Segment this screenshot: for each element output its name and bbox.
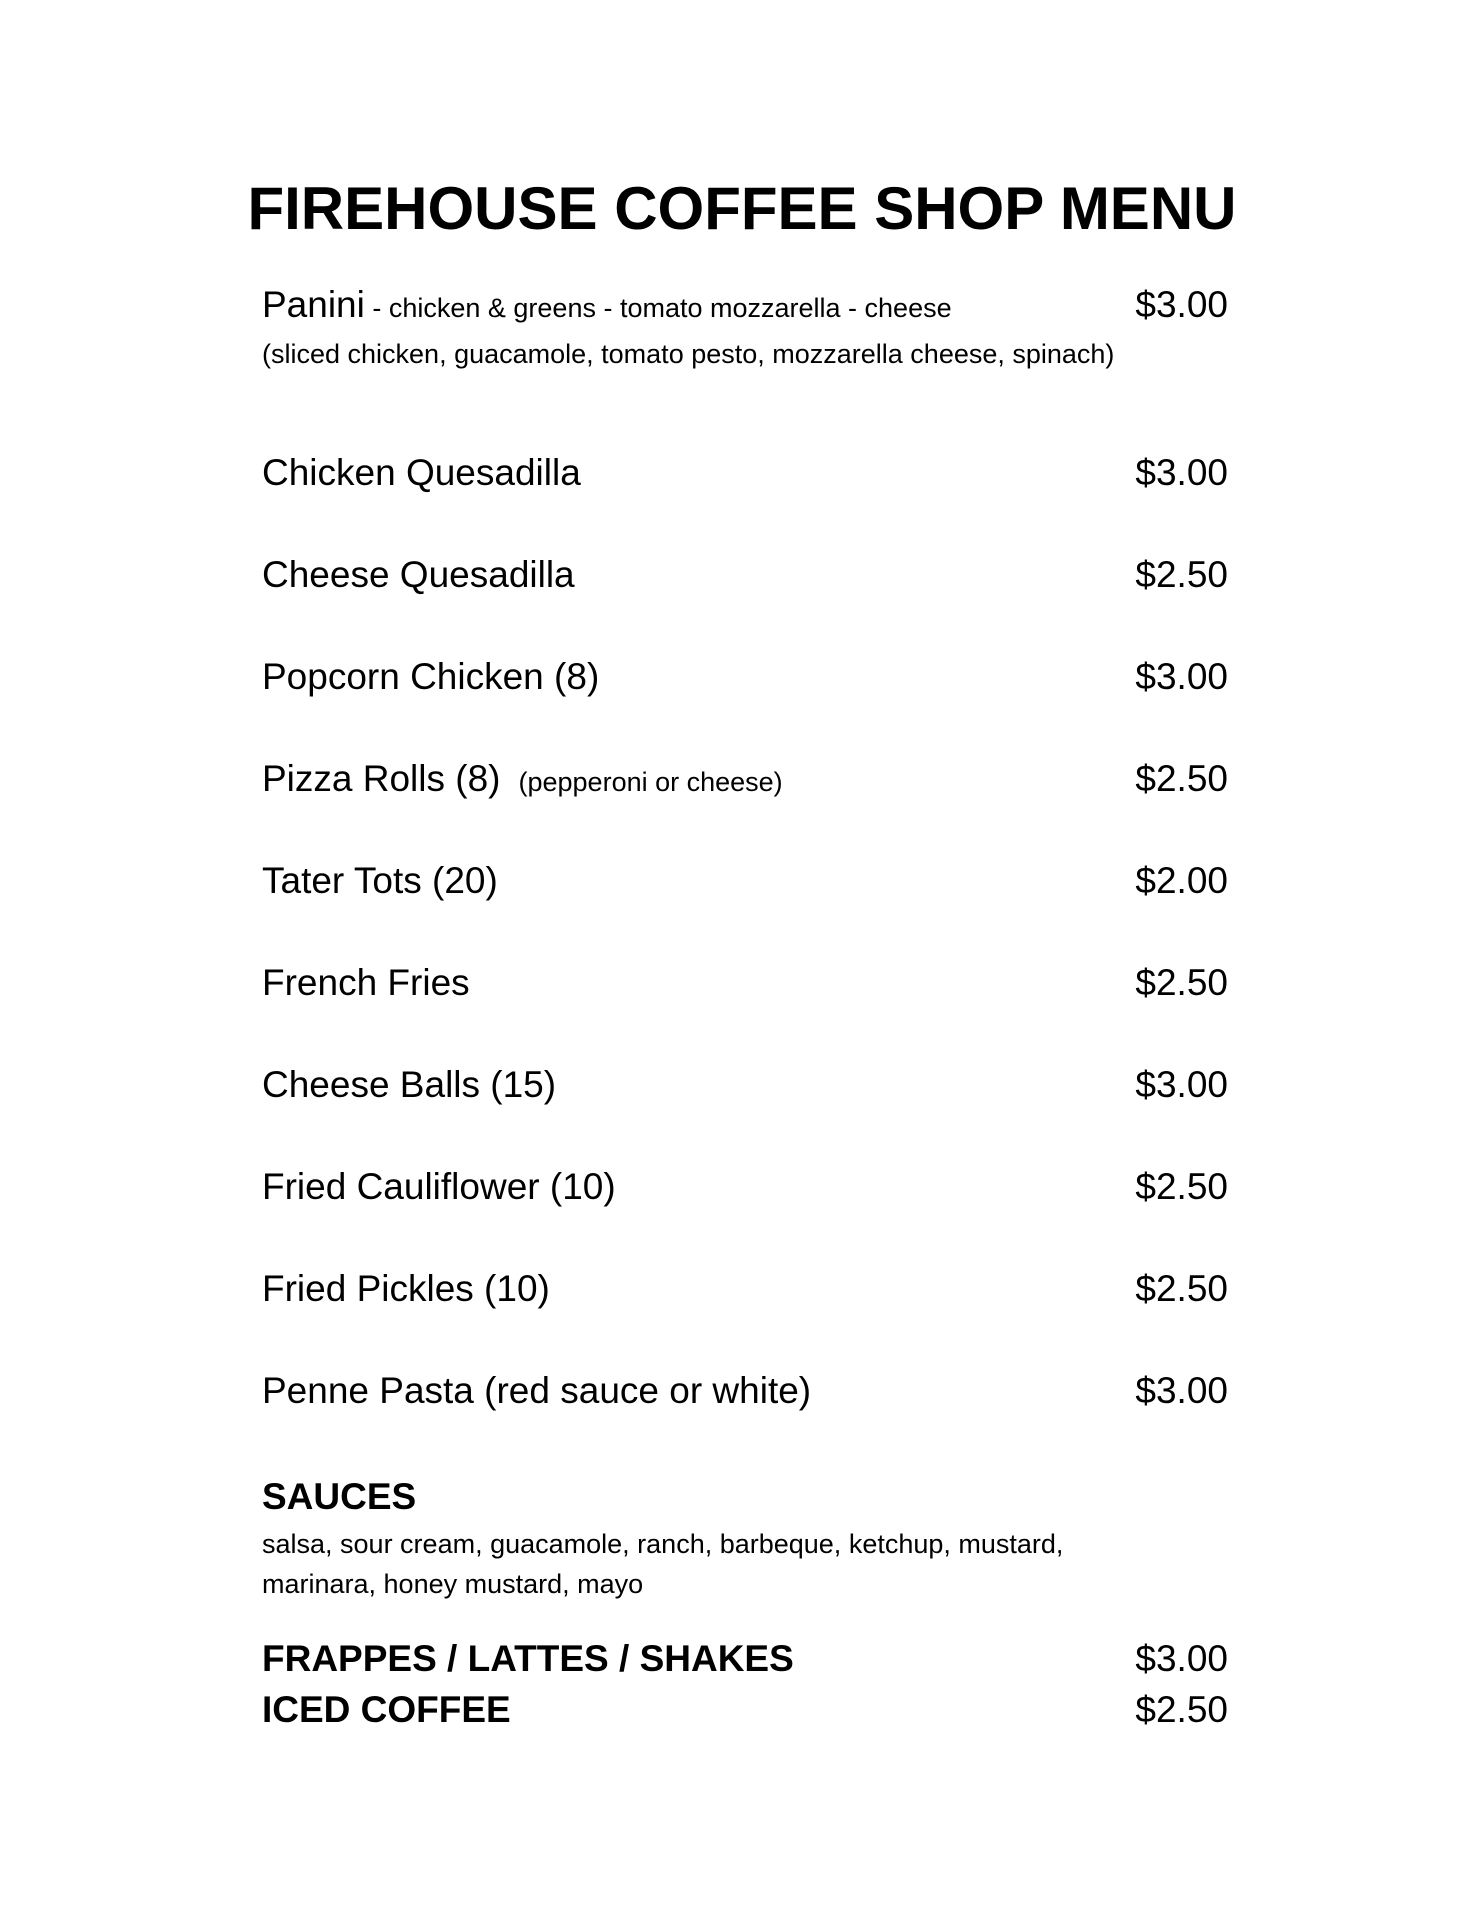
drink-item — [262, 1687, 1228, 1733]
item-price: $2.50 — [1135, 962, 1228, 1003]
menu-title: FIREHOUSE COFFEE SHOP MENU — [247, 175, 1237, 242]
menu-item — [262, 1266, 1228, 1312]
item-price: $2.00 — [1135, 860, 1228, 901]
menu-item-panini — [262, 282, 1228, 328]
item-name-wrap — [262, 756, 783, 805]
sauces-list: salsa, sour cream, guacamole, ranch, barbeque, ketchup, mustard, marinara, honey mustard, mayo — [262, 1529, 1064, 1599]
drink-price: $3.00 — [1135, 1638, 1228, 1679]
item-name: Cheese Quesadilla — [262, 554, 575, 595]
panini-description: (sliced chicken, guacamole, tomato pesto, mozzarella cheese, spinach) — [262, 339, 1115, 369]
drink-name: FRAPPES / LATTES / SHAKES — [262, 1638, 794, 1679]
item-note: (pepperoni or cheese) — [518, 767, 783, 797]
item-name: Panini — [262, 284, 365, 325]
item-name: Popcorn Chicken (8) — [262, 656, 600, 697]
menu-item — [262, 960, 1228, 1006]
sauces-heading: SAUCES — [262, 1476, 417, 1517]
item-options: - chicken & greens - tomato mozzarella - cheese — [364, 293, 952, 323]
drink-name: ICED COFFEE — [262, 1689, 511, 1730]
item-name: Fried Pickles (10) — [262, 1268, 550, 1309]
item-name: Chicken Quesadilla — [262, 452, 581, 493]
item-price: $2.50 — [1135, 1166, 1228, 1207]
item-name: Pizza Rolls (8) — [262, 758, 501, 799]
menu-item — [262, 450, 1228, 496]
menu-item — [262, 552, 1228, 598]
drink-item — [262, 1636, 1228, 1682]
menu-item — [262, 1368, 1228, 1414]
item-name: French Fries — [262, 962, 470, 1003]
item-price: $2.50 — [1135, 1268, 1228, 1309]
drink-price: $2.50 — [1135, 1689, 1228, 1730]
item-price: $2.50 — [1135, 758, 1228, 799]
item-price: $3.00 — [1135, 1370, 1228, 1411]
menu-item — [262, 858, 1228, 904]
item-price: $3.00 — [1135, 284, 1228, 325]
item-price: $3.00 — [1135, 1064, 1228, 1105]
item-price: $3.00 — [1135, 452, 1228, 493]
item-price: $3.00 — [1135, 656, 1228, 697]
menu-item — [262, 654, 1228, 700]
item-name: Cheese Balls (15) — [262, 1064, 557, 1105]
item-name: Tater Tots (20) — [262, 860, 498, 901]
menu-item — [262, 756, 1228, 802]
menu-item — [262, 1062, 1228, 1108]
item-name: Penne Pasta (red sauce or white) — [262, 1370, 812, 1411]
item-price: $2.50 — [1135, 554, 1228, 595]
item-name: Fried Cauliflower (10) — [262, 1166, 616, 1207]
menu-item — [262, 1164, 1228, 1210]
